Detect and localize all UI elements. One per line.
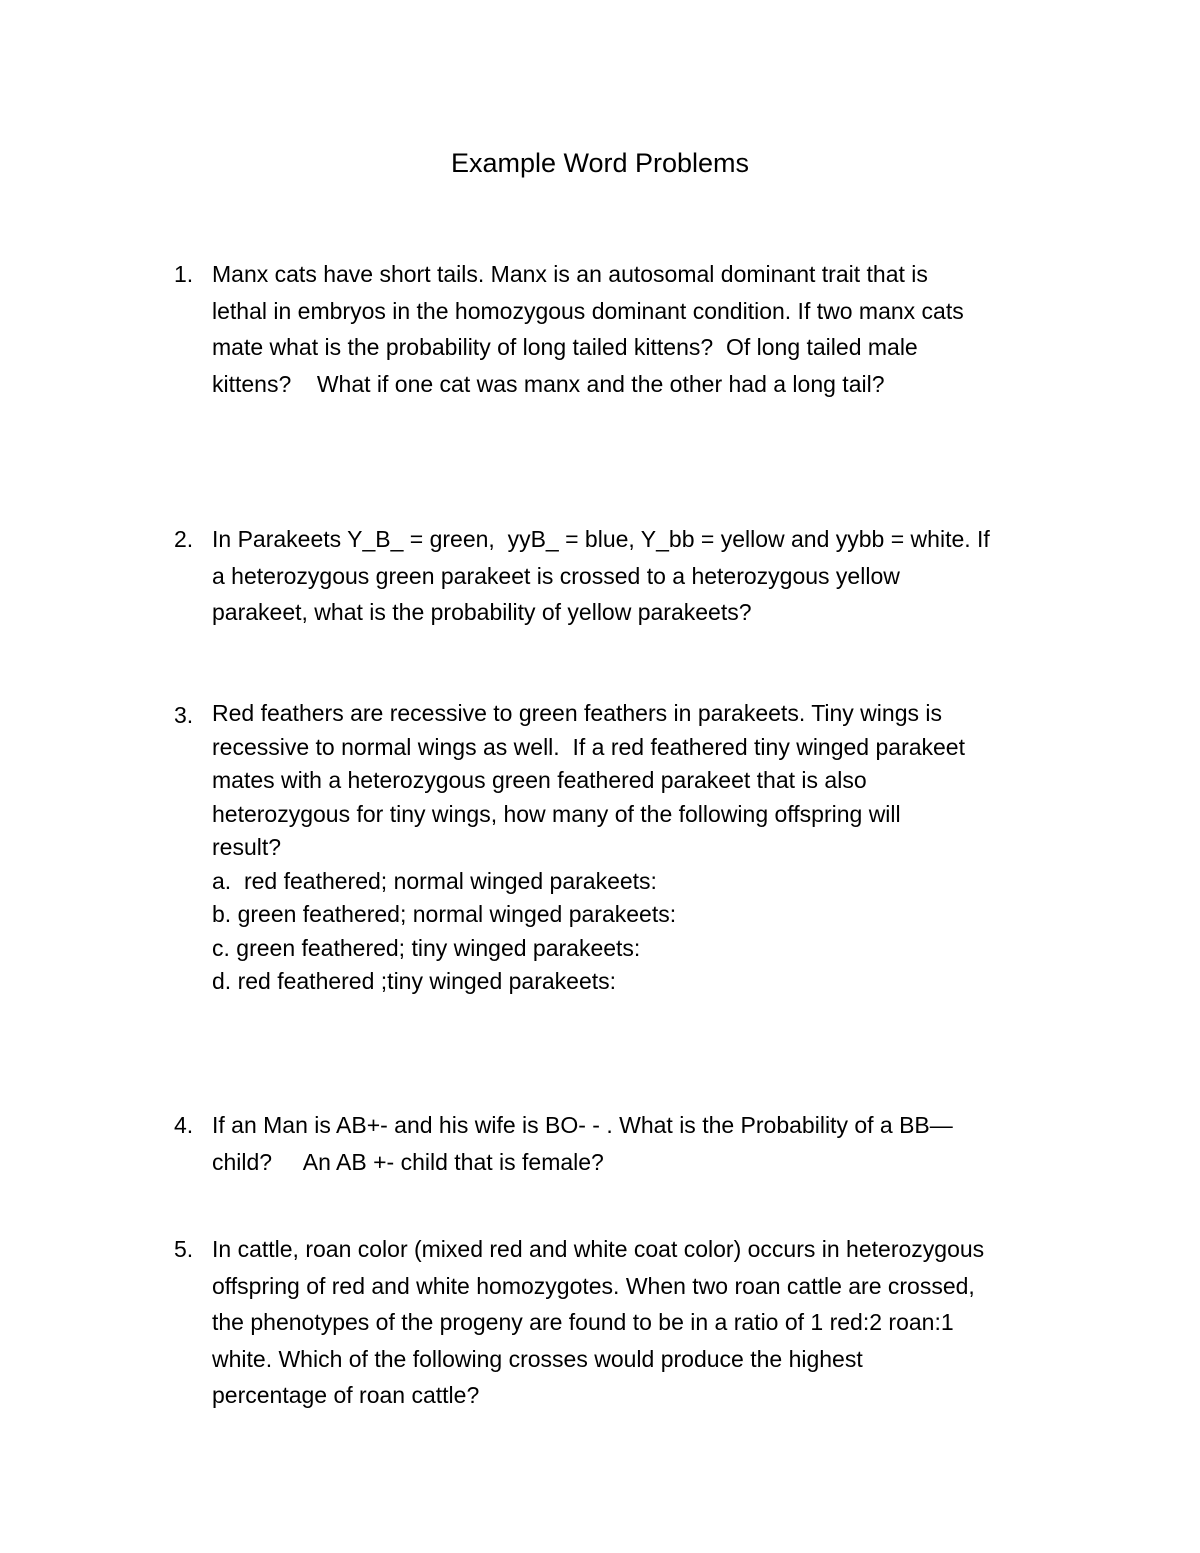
problem-text xyxy=(212,697,1082,999)
text-line: Red feathers are recessive to green feathers in parakeets. Tiny wings is xyxy=(212,700,942,726)
problem-number: 3. xyxy=(174,702,194,728)
option-b: b. green feathered; normal winged parakeets: xyxy=(212,901,677,927)
text-line: kittens? What if one cat was manx and the other had a long tail? xyxy=(212,370,885,397)
option-a: a. red feathered; normal winged parakeets: xyxy=(212,867,657,894)
problem-text xyxy=(212,256,1082,402)
text-line: result? xyxy=(212,834,282,860)
page-title: Example Word Problems xyxy=(450,148,750,178)
text-line: percentage of roan cattle? xyxy=(212,1382,480,1408)
text-line: offspring of red and white homozygotes. When two roan cattle are crossed, xyxy=(212,1272,975,1299)
text-line: a heterozygous green parakeet is crossed to a heterozygous yellow xyxy=(212,562,900,589)
text-line: Manx cats have short tails. Manx is an autosomal dominant trait that is xyxy=(212,261,928,287)
problem-number: 1. xyxy=(174,261,194,287)
problem-number: 4. xyxy=(174,1112,194,1138)
text-line: child? An AB +- child that is female? xyxy=(212,1148,604,1175)
problem-number: 5. xyxy=(174,1236,194,1262)
problem-text xyxy=(212,1107,1082,1180)
text-line: heterozygous for tiny wings, how many of the following offspring will xyxy=(212,800,901,827)
text-line: white. Which of the following crosses would produce the highest xyxy=(212,1345,863,1372)
text-line: If an Man is AB+- and his wife is BO- - . What is the Probability of a BB— xyxy=(212,1112,953,1138)
text-line: In cattle, roan color (mixed red and white coat color) occurs in heterozygous xyxy=(212,1236,985,1262)
text-line: the phenotypes of the progeny are found to be in a ratio of 1 red:2 roan:1 xyxy=(212,1309,954,1335)
text-line: lethal in embryos in the homozygous dominant condition. If two manx cats xyxy=(212,297,964,324)
text-line: In Parakeets Y_B_ = green, yyB_ = blue, Y_bb = yellow and yybb = white. If xyxy=(212,526,990,552)
text-line: parakeet, what is the probability of yellow parakeets? xyxy=(212,599,752,625)
problem-text xyxy=(212,521,1082,631)
problem-text xyxy=(212,1231,1082,1414)
option-d: d. red feathered ;tiny winged parakeets: xyxy=(212,968,617,994)
text-line: mate what is the probability of long tailed kittens? Of long tailed male xyxy=(212,334,918,360)
text-line: mates with a heterozygous green feathered parakeet that is also xyxy=(212,767,867,793)
option-c: c. green feathered; tiny winged parakeets: xyxy=(212,934,641,961)
text-line: recessive to normal wings as well. If a red feathered tiny winged parakeet xyxy=(212,733,965,760)
problem-number: 2. xyxy=(174,526,194,552)
